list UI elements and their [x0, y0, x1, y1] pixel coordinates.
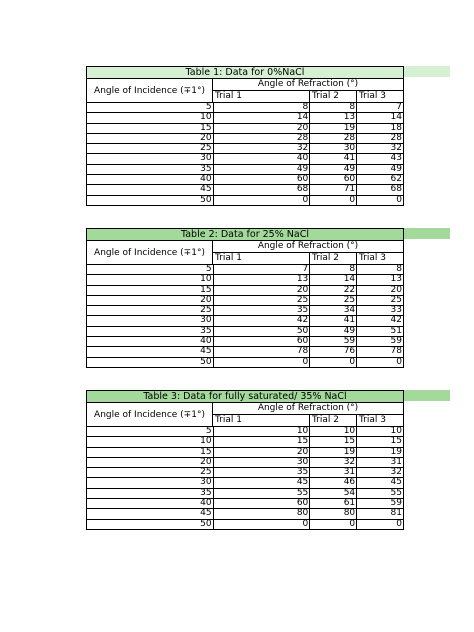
table-3-header: [87, 403, 404, 427]
incidence-cell: 5: [87, 103, 214, 112]
trial-2-cell: 49: [310, 165, 357, 174]
trial-1-header: Trial 1: [213, 415, 310, 426]
trial-1-cell: 40: [214, 154, 311, 163]
trial-2-cell: 54: [310, 489, 357, 498]
table-2-body: [87, 265, 404, 367]
trial-2-cell: 31: [310, 468, 357, 477]
trial-1-cell: 60: [214, 175, 311, 184]
trial-2-cell: 61: [310, 499, 357, 508]
incidence-cell: 30: [87, 478, 214, 487]
trial-3-cell: 49: [357, 165, 404, 174]
trial-1-cell: 49: [214, 165, 311, 174]
incidence-cell: 15: [87, 124, 214, 133]
trial-3-cell: 32: [357, 468, 404, 477]
incidence-cell: 25: [87, 468, 214, 477]
trial-2-cell: 30: [310, 144, 357, 153]
table-row: [87, 275, 404, 285]
trial-3-cell: 15: [357, 437, 404, 446]
trial-2-cell: 0: [310, 196, 357, 205]
trial-3-header: Trial 3: [357, 415, 404, 426]
trial-3-cell: 28: [357, 134, 404, 143]
table-row: [87, 468, 404, 478]
incidence-cell: 50: [87, 196, 214, 205]
incidence-cell: 40: [87, 337, 214, 346]
trial-3-cell: 78: [357, 347, 404, 356]
trial-3-cell: 31: [357, 458, 404, 467]
table-row: [87, 358, 404, 367]
incidence-header: Angle of Incidence (∓1°): [87, 403, 213, 426]
table-2-title: Table 2: Data for 25% NaCl: [86, 228, 404, 240]
trial-3-header: Trial 3: [357, 91, 404, 102]
refraction-header: Angle of Refraction (°): [213, 403, 404, 415]
table-1-title-band: [404, 66, 450, 77]
trial-1-cell: 28: [214, 134, 311, 143]
trial-3-cell: 19: [357, 448, 404, 457]
incidence-cell: 30: [87, 316, 214, 325]
incidence-cell: 50: [87, 358, 214, 367]
trial-3-cell: 59: [357, 499, 404, 508]
trial-3-cell: 33: [357, 306, 404, 315]
trial-2-cell: 0: [310, 520, 357, 529]
trial-2-cell: 13: [310, 113, 357, 122]
trial-1-cell: 60: [214, 499, 311, 508]
trial-1-cell: 25: [214, 296, 311, 305]
trial-1-cell: 42: [214, 316, 311, 325]
incidence-cell: 5: [87, 427, 214, 436]
incidence-cell: 10: [87, 437, 214, 446]
trial-1-cell: 20: [214, 286, 311, 295]
incidence-cell: 40: [87, 175, 214, 184]
incidence-cell: 45: [87, 509, 214, 518]
trial-1-cell: 35: [214, 306, 311, 315]
refraction-header: Angle of Refraction (°): [213, 241, 404, 253]
trial-3-cell: 45: [357, 478, 404, 487]
table-2-header: [87, 241, 404, 265]
trial-2-cell: 10: [310, 427, 357, 436]
trial-1-cell: 68: [214, 185, 311, 194]
trial-1-cell: 0: [214, 358, 311, 367]
table-1-body: [87, 103, 404, 205]
trial-1-cell: 10: [214, 427, 311, 436]
trial-2-cell: 41: [310, 154, 357, 163]
table-row: [87, 113, 404, 123]
table-1-title: Table 1: Data for 0%NaCl: [86, 66, 404, 78]
incidence-cell: 15: [87, 448, 214, 457]
trial-1-cell: 35: [214, 468, 311, 477]
table-2-title-band: [404, 228, 450, 239]
trial-2-cell: 0: [310, 358, 357, 367]
trial-2-cell: 32: [310, 458, 357, 467]
table-row: [87, 448, 404, 458]
incidence-cell: 50: [87, 520, 214, 529]
table-row: [87, 316, 404, 326]
trial-1-cell: 0: [214, 520, 311, 529]
trial-3-cell: 68: [357, 185, 404, 194]
table-row: [87, 327, 404, 337]
trial-2-cell: 41: [310, 316, 357, 325]
table-row: [87, 165, 404, 175]
incidence-cell: 25: [87, 306, 214, 315]
incidence-cell: 35: [87, 165, 214, 174]
trial-2-cell: 15: [310, 437, 357, 446]
trial-1-cell: 60: [214, 337, 311, 346]
trial-3-cell: 43: [357, 154, 404, 163]
trial-2-cell: 34: [310, 306, 357, 315]
table-row: [87, 347, 404, 357]
incidence-cell: 30: [87, 154, 214, 163]
trial-2-cell: 71: [310, 185, 357, 194]
table-row: [87, 458, 404, 468]
table-3-body: [87, 427, 404, 529]
table-row: [87, 286, 404, 296]
trial-3-cell: 8: [357, 265, 404, 274]
table-row: [87, 103, 404, 113]
incidence-cell: 35: [87, 489, 214, 498]
trial-3-cell: 7: [357, 103, 404, 112]
incidence-cell: 45: [87, 347, 214, 356]
trial-1-cell: 32: [214, 144, 311, 153]
incidence-cell: 35: [87, 327, 214, 336]
table-row: [87, 154, 404, 164]
table-row: [87, 427, 404, 437]
trial-1-cell: 20: [214, 448, 311, 457]
trial-1-cell: 15: [214, 437, 311, 446]
trial-2-cell: 80: [310, 509, 357, 518]
table-row: [87, 437, 404, 447]
incidence-cell: 25: [87, 144, 214, 153]
trial-3-cell: 32: [357, 144, 404, 153]
table-row: [87, 478, 404, 488]
trial-3-cell: 20: [357, 286, 404, 295]
incidence-cell: 5: [87, 265, 214, 274]
trial-2-cell: 8: [310, 265, 357, 274]
trial-3-cell: 18: [357, 124, 404, 133]
trial-1-cell: 45: [214, 478, 311, 487]
table-row: [87, 296, 404, 306]
trial-2-cell: 19: [310, 124, 357, 133]
trial-1-cell: 7: [214, 265, 311, 274]
trial-2-cell: 14: [310, 275, 357, 284]
incidence-cell: 10: [87, 113, 214, 122]
table-1: [86, 66, 404, 206]
trial-2-cell: 49: [310, 327, 357, 336]
trial-3-cell: 14: [357, 113, 404, 122]
trial-2-cell: 59: [310, 337, 357, 346]
trial-2-cell: 28: [310, 134, 357, 143]
trial-2-cell: 8: [310, 103, 357, 112]
trial-3-cell: 10: [357, 427, 404, 436]
trial-2-cell: 46: [310, 478, 357, 487]
trial-1-cell: 8: [214, 103, 311, 112]
table-row: [87, 520, 404, 529]
incidence-cell: 45: [87, 185, 214, 194]
trial-3-cell: 81: [357, 509, 404, 518]
trial-1-cell: 55: [214, 489, 311, 498]
trial-2-cell: 60: [310, 175, 357, 184]
trial-1-cell: 80: [214, 509, 311, 518]
incidence-cell: 20: [87, 296, 214, 305]
trial-3-cell: 0: [357, 520, 404, 529]
trial-3-cell: 55: [357, 489, 404, 498]
table-row: [87, 134, 404, 144]
trial-1-cell: 0: [214, 196, 311, 205]
trial-3-cell: 42: [357, 316, 404, 325]
incidence-cell: 40: [87, 499, 214, 508]
table-row: [87, 306, 404, 316]
table-row: [87, 185, 404, 195]
trial-2-cell: 25: [310, 296, 357, 305]
trial-1-cell: 30: [214, 458, 311, 467]
table-row: [87, 144, 404, 154]
incidence-cell: 20: [87, 458, 214, 467]
trial-3-cell: 0: [357, 358, 404, 367]
table-row: [87, 124, 404, 134]
trial-3-cell: 59: [357, 337, 404, 346]
table-row: [87, 337, 404, 347]
table-1-header: [87, 79, 404, 103]
trial-1-cell: 78: [214, 347, 311, 356]
trial-3-header: Trial 3: [357, 253, 404, 264]
trial-1-cell: 20: [214, 124, 311, 133]
incidence-cell: 15: [87, 286, 214, 295]
table-3-title-band: [404, 390, 450, 401]
table-row: [87, 489, 404, 499]
table-1-grid: [86, 78, 404, 206]
trial-1-header: Trial 1: [213, 253, 310, 264]
table-2-grid: [86, 240, 404, 368]
trial-1-header: Trial 1: [213, 91, 310, 102]
trial-1-cell: 50: [214, 327, 311, 336]
trial-2-cell: 22: [310, 286, 357, 295]
incidence-header: Angle of Incidence (∓1°): [87, 241, 213, 264]
trial-3-cell: 51: [357, 327, 404, 336]
trial-2-cell: 76: [310, 347, 357, 356]
refraction-header: Angle of Refraction (°): [213, 79, 404, 91]
table-3-title: Table 3: Data for fully saturated/ 35% NaCl: [86, 390, 404, 402]
trial-1-cell: 13: [214, 275, 311, 284]
table-3: [86, 390, 404, 530]
incidence-header: Angle of Incidence (∓1°): [87, 79, 213, 102]
trial-2-cell: 19: [310, 448, 357, 457]
trial-3-cell: 25: [357, 296, 404, 305]
trial-3-cell: 62: [357, 175, 404, 184]
table-row: [87, 196, 404, 205]
incidence-cell: 20: [87, 134, 214, 143]
trial-3-cell: 13: [357, 275, 404, 284]
table-2: [86, 228, 404, 368]
trial-2-header: Trial 2: [310, 415, 357, 426]
trial-2-header: Trial 2: [310, 253, 357, 264]
trial-3-cell: 0: [357, 196, 404, 205]
table-row: [87, 499, 404, 509]
incidence-cell: 10: [87, 275, 214, 284]
trial-1-cell: 14: [214, 113, 311, 122]
table-row: [87, 509, 404, 519]
table-row: [87, 175, 404, 185]
table-row: [87, 265, 404, 275]
trial-2-header: Trial 2: [310, 91, 357, 102]
table-3-grid: [86, 402, 404, 530]
